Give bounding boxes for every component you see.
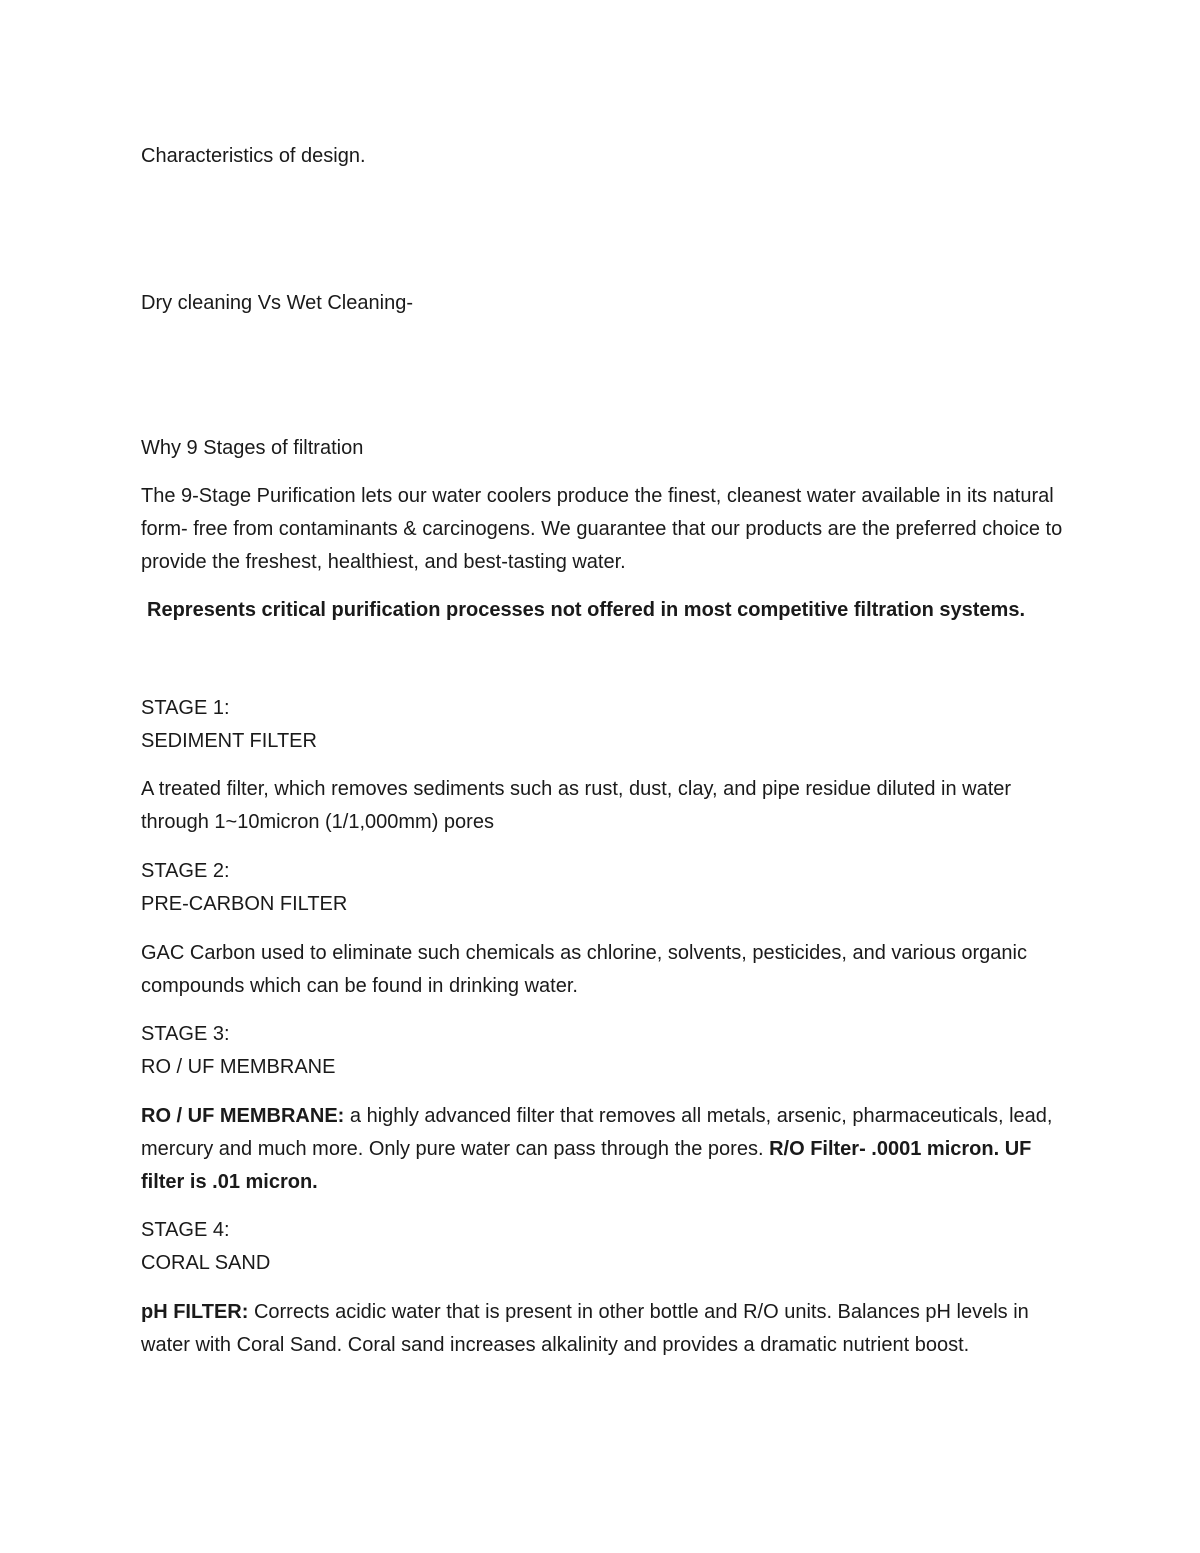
callout-note: Represents critical purification processes not offered in most competitive filtration systems.	[147, 599, 1026, 621]
stage-name: CORAL SAND	[141, 1252, 271, 1274]
stage-description-text: GAC Carbon used to eliminate such chemicals as chlorine, solvents, pesticides, and various organic compounds which can be found in drinking water.	[141, 942, 1027, 997]
stage-label: STAGE 3:	[141, 1023, 230, 1045]
stage-name: SEDIMENT FILTER	[141, 730, 317, 752]
stage-label: STAGE 1:	[141, 697, 230, 719]
stage-description-lead: RO / UF MEMBRANE:	[141, 1105, 345, 1127]
intro-paragraph: The 9-Stage Purification lets our water coolers produce the finest, cleanest water available in its natural form- free from contaminants & carcinogens. We guarantee that our products are the preferred choice to provide the freshest, healthiest, and best-tasting water.	[141, 485, 1063, 573]
stage-label: STAGE 2:	[141, 860, 230, 882]
stage-description-text: A treated filter, which removes sediments such as rust, dust, clay, and pipe residue diluted in water through 1~10micron (1/1,000mm) pores	[141, 778, 1012, 833]
heading-cleaning: Dry cleaning Vs Wet Cleaning-	[141, 292, 413, 314]
stage-description	[141, 1100, 1066, 1199]
stage-description-lead: pH FILTER:	[141, 1301, 249, 1323]
stage-description	[141, 1296, 1071, 1362]
stage-label: STAGE 4:	[141, 1219, 230, 1241]
heading-characteristics: Characteristics of design.	[141, 145, 366, 167]
stage-description-text: a highly advanced filter that removes all metals, arsenic, pharmaceuticals, lead, mercury and much more. Only pure water can pass through the pores.	[141, 1105, 1053, 1160]
stage-name: RO / UF MEMBRANE	[141, 1056, 336, 1078]
stage-description	[141, 937, 1071, 1003]
stage-name: PRE-CARBON FILTER	[141, 893, 348, 915]
heading-why-stages: Why 9 Stages of filtration	[141, 437, 364, 459]
stage-description-tail: R/O Filter- .0001 micron. UF filter is .01 micron.	[141, 1138, 1032, 1193]
stage-description	[141, 773, 1071, 839]
stage-description-text: Corrects acidic water that is present in other bottle and R/O units. Balances pH levels in water with Coral Sand. Coral sand increases alkalinity and provides a dramatic nutrient boost.	[141, 1301, 1029, 1356]
